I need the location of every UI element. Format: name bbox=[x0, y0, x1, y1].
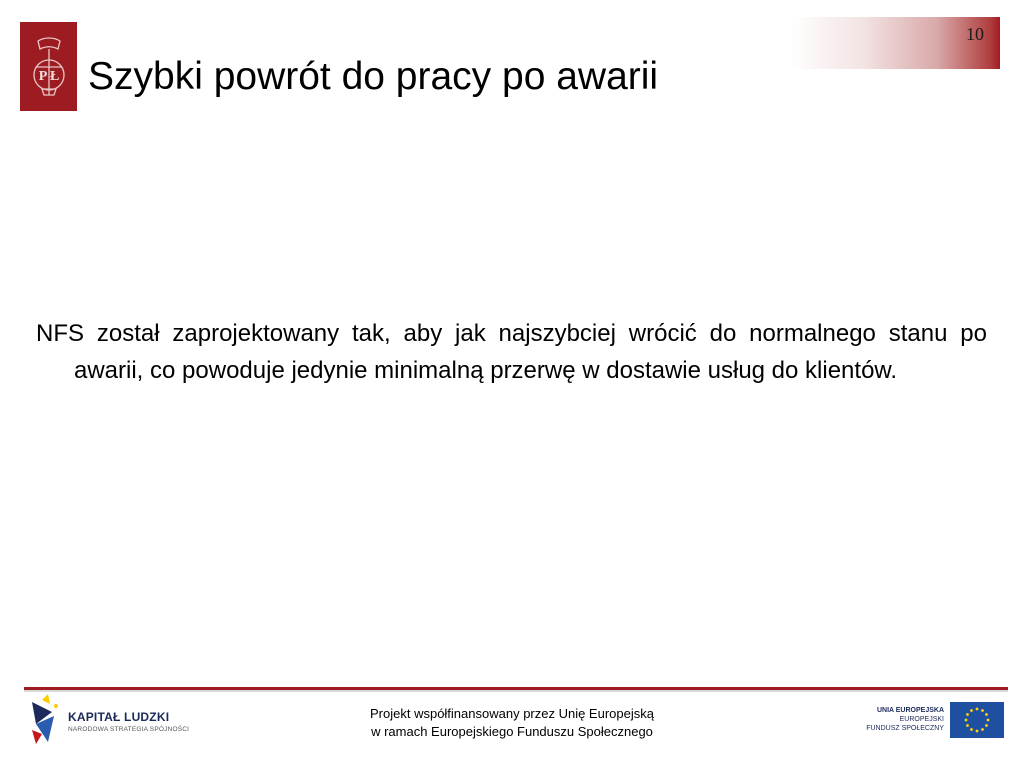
footer-line-1: Projekt współfinansowany przez Unię Europejską bbox=[370, 706, 654, 721]
footer-line-2: w ramach Europejskiego Funduszu Społecznego bbox=[371, 724, 653, 739]
footer-funding-note bbox=[312, 705, 712, 741]
slide-number: 10 bbox=[966, 24, 984, 44]
kapital-ludzki-title: KAPITAŁ LUDZKI bbox=[68, 710, 170, 724]
footer-divider-shadow bbox=[24, 690, 1008, 692]
eu-label-line-2: EUROPEJSKI bbox=[899, 716, 944, 723]
eu-label-line-1: UNIA EUROPEJSKA bbox=[876, 707, 944, 714]
page-title: Szybki powrót do pracy po awarii bbox=[88, 55, 659, 98]
university-logo bbox=[20, 22, 77, 111]
kapital-ludzki-subtitle: NARODOWA STRATEGIA SPÓJNOŚCI bbox=[68, 726, 190, 733]
body-paragraph: NFS został zaprojektowany tak, aby jak najszybciej wrócić do normalnego stanu po awarii, co powoduje jedynie minimalną przerwę w dostawie usług do klientów. bbox=[36, 320, 987, 384]
logo-letters: P Ł bbox=[38, 68, 59, 84]
university-emblem-icon bbox=[24, 27, 74, 107]
kapital-ludzki-icon bbox=[28, 694, 64, 746]
eu-flag-icon bbox=[950, 702, 1004, 738]
eu-label-line-3: FUNDUSZ SPOŁECZNY bbox=[866, 725, 944, 732]
eu-label bbox=[860, 706, 944, 733]
